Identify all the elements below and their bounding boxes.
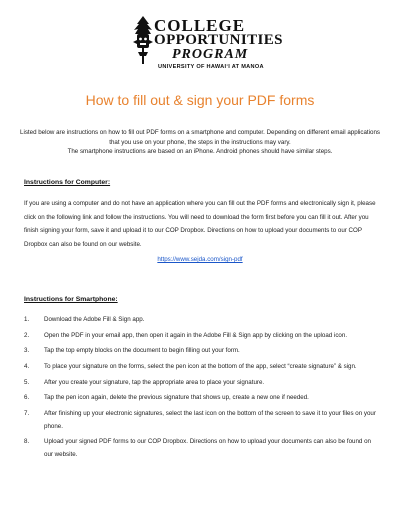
- intro-paragraph-1: Listed below are instructions on how to fill out PDF forms on a smartphone and computer. Depending on different email applications that you use on your phone, the steps in the instructions may vary.: [20, 129, 380, 146]
- step-text: To place your signature on the forms, select the pen icon at the bottom of the app, select “create signature” & sign.: [44, 363, 357, 371]
- computer-instructions-heading: Instructions for Computer:: [24, 179, 111, 186]
- step-number: 1.: [24, 316, 30, 323]
- smartphone-steps-list: [24, 314, 380, 465]
- logo-program-text: PROGRAM: [172, 47, 249, 62]
- step-text: Upload your signed PDF forms to our COP Dropbox. Directions on how to upload your documents can also be found on our website.: [44, 438, 371, 458]
- list-item: [24, 392, 380, 405]
- step-text: Tap the pen icon again, delete the previous signature that shows up, create a new one if needed.: [44, 394, 309, 402]
- intro-paragraph-2: The smartphone instructions are based on an iPhone. Android phones should have similar steps.: [67, 148, 333, 155]
- computer-instructions-body: If you are using a computer and do not have an application where you can fill out the PDF forms and electronically sign it, please click on the following link and follow the instructions. You will need to download the form first before you can fill it out. After you finish signing your form, save it and upload it to our COP Dropbox. Directions on how to upload your documents to our COP Dropbox can also be found on our website.: [24, 200, 376, 248]
- step-number: 5.: [24, 378, 30, 386]
- step-text: After finishing up your electronic signatures, select the last icon on the bottom of the screen to save it to your files on your phone.: [44, 410, 376, 430]
- step-number: 7.: [24, 410, 30, 418]
- logo-opportunities-text: OPPORTUNITIES: [154, 32, 283, 48]
- list-item: [24, 345, 380, 358]
- page-title: How to fill out & sign your PDF forms: [85, 92, 315, 108]
- step-text: After you create your signature, tap the appropriate area to place your signature.: [44, 378, 265, 386]
- logo-university-text: UNIVERSITY OF HAWAIʻI AT MANOA: [158, 64, 264, 70]
- list-item: [24, 436, 380, 461]
- logo-college-text: COLLEGE: [154, 16, 246, 35]
- smartphone-instructions-heading: Instructions for Smartphone:: [24, 296, 118, 303]
- list-item: [24, 361, 380, 374]
- list-item: [24, 314, 380, 327]
- step-number: 6.: [24, 394, 30, 402]
- sejda-sign-pdf-link[interactable]: https://www.sejda.com/sign-pdf: [157, 256, 243, 263]
- college-opportunities-program-logo: [128, 12, 283, 76]
- step-number: 4.: [24, 363, 30, 371]
- list-item: [24, 377, 380, 390]
- step-number: 3.: [24, 347, 30, 355]
- step-number: 2.: [24, 331, 30, 339]
- list-item: [24, 408, 380, 433]
- step-text: Open the PDF in your email app, then open it again in the Adobe Fill & Sign app by clicking on the upload icon.: [44, 331, 348, 339]
- step-number: 8.: [24, 438, 30, 446]
- list-item: [24, 330, 380, 343]
- step-text: Download the Adobe Fill & Sign app.: [44, 316, 145, 323]
- step-text: Tap the top empty blocks on the document to begin filling out your form.: [44, 347, 240, 355]
- intro-text: [18, 128, 382, 157]
